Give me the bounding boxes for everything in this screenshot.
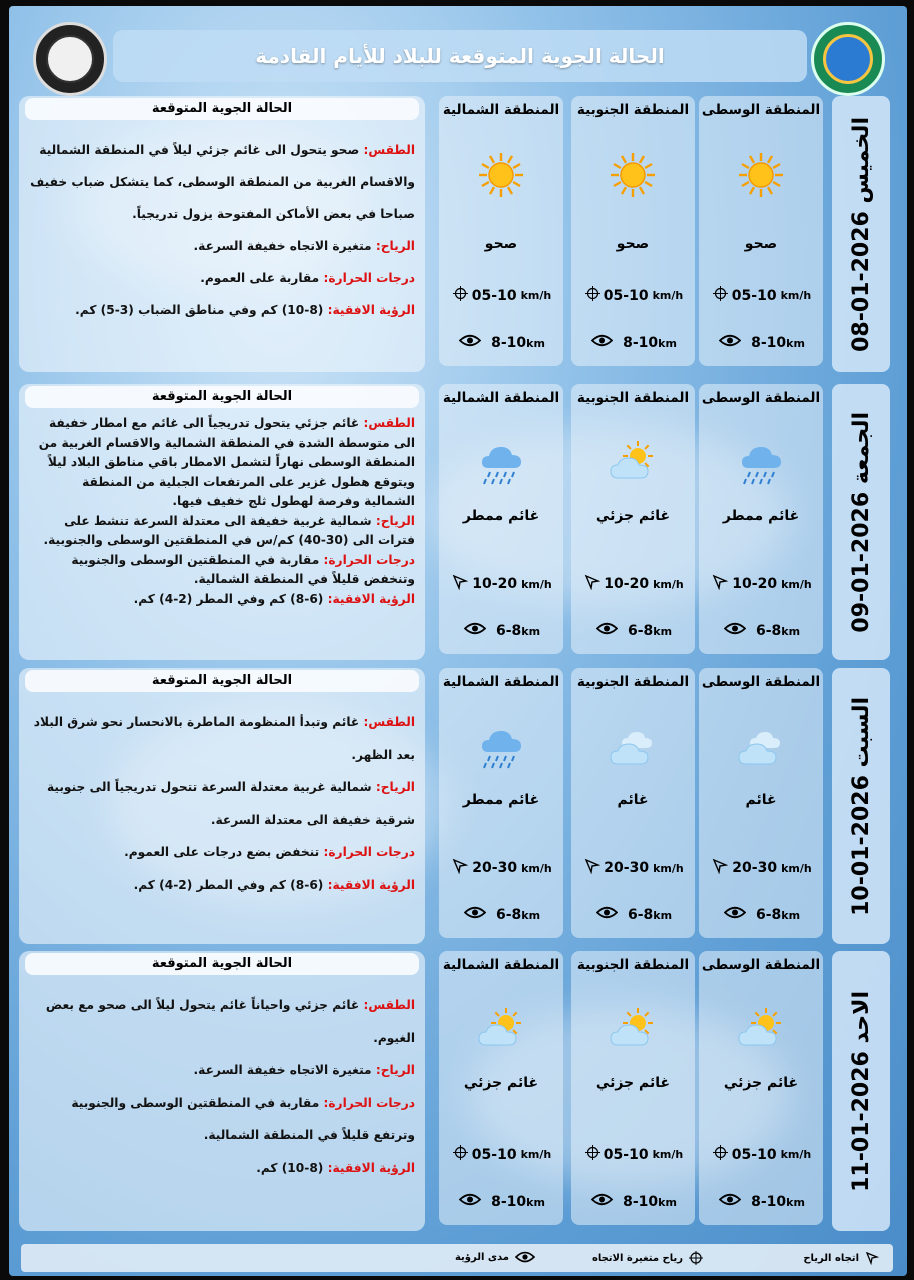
wind-speed-unit: km/h [521,577,552,591]
forecast-weather [29,134,415,230]
cloud-icon [608,722,658,772]
eye-icon [596,622,618,639]
visibility-label: الرؤية الافقية: [327,877,415,892]
day-label [832,668,890,944]
wind-speed-value: 20-30 [732,860,778,876]
partly-cloudy-icon [608,438,658,488]
forecast-wind [29,771,415,836]
visibility-unit: km [781,624,801,638]
forecast-weather [29,989,415,1054]
weather-office-logo [33,22,107,96]
wind-label: الرياح: [375,513,415,528]
region-name: المنطقة الشمالية [442,102,560,118]
region-card [571,951,695,1225]
weather-text: صحو يتحول الى غائم جزئي ليلاً في المنطقة الشمالية والاقسام الغربية من المنطقة الوسطى، كما يتشكل ضباب خفيف صباحا في بعض الأماكن المفتوحة يزول تدريجياً. [30,143,415,221]
condition-text: غائم ممطر [462,508,540,524]
partly-cloudy-icon [476,1005,526,1055]
wind-speed-unit: km/h [520,1148,552,1161]
temperature-text: مقاربة في المنطقتين الوسطى والجنوبية وترتفع قليلاً في المنطقة الشمالية. [71,1095,415,1142]
wind-text: متغيرة الاتجاه خفيفة السرعة. [193,1063,372,1077]
condition-text: صحو [616,236,650,252]
visibility-unit: km [786,336,805,350]
wind-speed-value: 10-20 [604,576,650,592]
visibility-value: 6-8 [627,622,654,639]
visibility-value: 6-8 [755,622,782,639]
forecast-wind [29,230,415,262]
wind-label: الرياح: [375,780,415,794]
legend [21,1244,893,1272]
visibility-label: الرؤية الافقية: [327,591,415,606]
visibility-value: 6-8 [627,906,654,923]
forecast-text-panel [19,668,425,944]
eye-icon [724,622,746,639]
region-name: المنطقة الجنوبية [576,957,690,973]
forecast-temperature [29,836,415,869]
visibility [577,1193,691,1210]
region-name: المنطقة الشمالية [442,957,560,973]
visibility-value: 8-10 [751,1193,787,1210]
forecast-heading: الحالة الجوية المتوقعة [25,386,419,408]
visibility-unit: km [526,336,545,350]
variable-wind-icon [689,1251,703,1265]
wind-speed [577,286,691,305]
temperature-label: درجات الحرارة: [323,552,415,567]
visibility-value: 8-10 [491,334,527,351]
rain-cloud-icon [736,438,786,488]
ministry-seal-logo [811,22,885,96]
wind-speed [705,858,819,878]
forecast-weather [29,414,415,512]
legend-variable-wind-label: رياح متغيرة الاتجاه [591,1252,683,1264]
wind-speed-unit: km/h [780,289,812,302]
wind-speed-unit: km/h [521,861,552,875]
forecast-visibility [29,294,415,326]
wind-speed-value: 05-10 [731,1146,777,1163]
forecast-temperature [29,1087,415,1152]
weather-label: الطقس: [363,998,415,1012]
variable-wind-icon [453,1145,468,1164]
wind-direction-icon [712,858,728,878]
weather-label: الطقس: [363,416,415,430]
wind-label: الرياح: [375,1063,415,1077]
rain-cloud-icon [476,722,526,772]
wind-direction-icon [452,858,468,878]
region-card [571,384,695,654]
eye-icon [515,1251,535,1263]
day-label [832,951,890,1231]
region-card [439,96,563,366]
forecast-temperature [29,551,415,590]
forecast-heading: الحالة الجوية المتوقعة [25,670,419,692]
wind-speed-value: 05-10 [603,287,649,304]
condition-text: غائم [617,792,649,808]
visibility-text: (8-10) كم. [256,1160,324,1175]
visibility-value: 6-8 [495,906,522,923]
wind-speed [705,286,819,305]
eye-icon [464,622,486,639]
wind-speed [445,574,559,594]
legend-wind-direction-label: اتجاه الرياح [803,1252,859,1264]
region-card [439,951,563,1225]
condition-text: غائم ممطر [462,792,540,808]
sun-icon [608,150,658,200]
condition-text: غائم ممطر [722,508,800,524]
wind-speed-unit: km/h [781,577,812,591]
visibility [577,622,691,639]
forecast-temperature [29,262,415,294]
legend-item-visibility [455,1251,535,1263]
wind-direction-icon [584,574,600,594]
forecast-wind [29,512,415,551]
region-name: المنطقة الجنوبية [576,102,690,118]
partly-cloudy-icon [736,1005,786,1055]
region-name: المنطقة الجنوبية [576,390,690,406]
wind-speed-unit: km/h [780,1148,812,1161]
variable-wind-icon [713,286,728,305]
wind-speed-value: 05-10 [603,1146,649,1163]
region-name: المنطقة الشمالية [442,390,560,406]
visibility [445,1193,559,1210]
variable-wind-icon [453,286,468,305]
temperature-label: درجات الحرارة: [323,271,415,285]
rain-cloud-icon [476,438,526,488]
forecast-visibility [29,869,415,902]
eye-icon [596,906,618,923]
visibility-unit: km [781,908,801,922]
visibility-value: 8-10 [623,334,659,351]
wind-text: متغيرة الاتجاه خفيفة السرعة. [193,239,372,253]
forecast-body [29,989,415,1184]
visibility [705,906,819,923]
legend-item-wind-direction [803,1251,879,1265]
wind-speed-value: 10-20 [732,576,778,592]
visibility-text: (6-8) كم وفي المطر (2-4) كم. [133,877,324,892]
region-card [571,96,695,366]
forecast-body [29,134,415,326]
wind-speed-unit: km/h [652,289,684,302]
day-label-text: السبت 2026-01-10 [848,696,874,916]
wind-speed-value: 20-30 [604,860,650,876]
wind-speed [445,858,559,878]
visibility-label: الرؤية الافقية: [327,303,415,317]
forecast-heading: الحالة الجوية المتوقعة [25,98,419,120]
sun-icon [476,150,526,200]
region-card [439,668,563,938]
wind-speed-unit: km/h [653,861,684,875]
visibility [705,1193,819,1210]
region-name: المنطقة الجنوبية [576,674,690,690]
condition-text: غائم جزئي [595,1075,671,1091]
weather-text: غائم وتبدأ المنظومة الماطرة بالانحسار نحو شرق البلاد بعد الظهر. [33,715,415,762]
region-card [699,951,823,1225]
wind-speed [705,1145,819,1164]
sun-icon [736,150,786,200]
variable-wind-icon [585,1145,600,1164]
condition-text: غائم جزئي [723,1075,799,1091]
wind-speed-unit: km/h [653,577,684,591]
region-name: المنطقة الوسطى [701,390,821,406]
visibility-unit: km [521,908,541,922]
weather-label: الطقس: [363,143,415,157]
visibility [445,906,559,923]
wind-speed [445,286,559,305]
visibility [577,906,691,923]
forecast-text-panel [19,96,425,372]
wind-direction-icon [584,858,600,878]
forecast-text-panel [19,384,425,660]
condition-text: غائم [745,792,777,808]
visibility-text: (6-8) كم وفي المطر (2-4) كم. [133,591,324,606]
wind-speed-value: 10-20 [472,576,518,592]
variable-wind-icon [585,286,600,305]
eye-icon [724,906,746,923]
region-card [699,96,823,366]
visibility-value: 8-10 [623,1193,659,1210]
forecast-visibility [29,1152,415,1185]
partly-cloudy-icon [608,1005,658,1055]
wind-speed-unit: km/h [520,289,552,302]
temperature-text: مقاربة على العموم. [200,271,320,285]
day-label [832,96,890,372]
day-label-text: الخميس 2026-01-08 [848,116,874,352]
wind-speed-value: 05-10 [731,287,777,304]
wind-text: شمالية غربية خفيفة الى معتدلة السرعة تنشط على فترات الى (30-40) كم/س في المنطقتين الوسطى والجنوبية. [43,513,415,547]
visibility [445,622,559,639]
condition-text: غائم جزئي [463,1075,539,1091]
wind-text: شمالية غربية معتدلة السرعة تتحول تدريجياً الى جنوبية شرقية خفيفة الى معتدلة السرعة. [46,780,415,827]
region-card [699,384,823,654]
visibility [705,622,819,639]
legend-visibility-label: مدى الرؤية [454,1251,509,1263]
temperature-text: تنخفض بضع درجات على العموم. [124,845,320,859]
wind-direction-icon [452,574,468,594]
region-name: المنطقة الشمالية [442,674,560,690]
eye-icon [719,1193,741,1210]
cloud-icon [736,722,786,772]
wind-speed-value: 05-10 [471,1146,517,1163]
temperature-text: مقاربة في المنطقتين الوسطى والجنوبية وتنخفض قليلاً في المنطقة الشمالية. [71,552,415,586]
visibility-value: 8-10 [491,1193,527,1210]
wind-speed-value: 05-10 [471,287,517,304]
visibility [445,334,559,351]
eye-icon [459,334,481,351]
forecast-body [29,706,415,901]
visibility-label: الرؤية الافقية: [327,1160,415,1175]
day-label-text: الاحد 2026-01-11 [848,990,874,1192]
region-card [571,668,695,938]
legend-item-variable-wind [592,1251,703,1265]
region-card [439,384,563,654]
weather-text: غائم جزئي يتحول تدريجياً الى غائم مع امطار خفيفة الى متوسطة الشدة في المنطقة الشمالية والاقسام الغربية من المنطقة الوسطى نهاراً لتشمل الامطار باقي مناطق البلاد ليلاً ويتوقع هطول غزير على المرتفعات الجبلية من المنطقة الشمالية وفرصة لهطول ثلج خفيف فيها. [38,416,415,508]
visibility-text: (8-10) كم وفي مناطق الضباب (3-5) كم. [75,303,324,317]
forecast-visibility [29,590,415,610]
wind-speed [577,1145,691,1164]
wind-direction-icon [865,1251,879,1265]
wind-direction-icon [712,574,728,594]
forecast-text-panel [19,951,425,1231]
visibility-unit: km [521,624,541,638]
forecast-wind [29,1054,415,1087]
forecast-weather [29,706,415,771]
forecast-body [29,414,415,609]
weather-text: غائم جزئي واحياناً غائم يتحول ليلاً الى صحو مع بعض الغيوم. [45,998,415,1045]
wind-speed-value: 20-30 [472,860,518,876]
visibility-unit: km [658,1195,677,1209]
eye-icon [719,334,741,351]
temperature-label: درجات الحرارة: [323,845,415,859]
variable-wind-icon [713,1145,728,1164]
condition-text: صحو [744,236,778,252]
visibility-value: 6-8 [755,906,782,923]
eye-icon [459,1193,481,1210]
condition-text: صحو [484,236,518,252]
region-name: المنطقة الوسطى [701,957,821,973]
wind-speed [577,574,691,594]
eye-icon [591,1193,613,1210]
day-label-text: الجمعة 2026-01-09 [848,411,874,633]
visibility-value: 6-8 [495,622,522,639]
page-title: الحالة الجوية المتوقعة للبلاد للأيام القادمة [113,30,807,82]
forecast-poster [9,6,907,1276]
wind-speed [445,1145,559,1164]
wind-speed-unit: km/h [781,861,812,875]
visibility-unit: km [658,336,677,350]
temperature-label: درجات الحرارة: [323,1095,415,1110]
region-card [699,668,823,938]
visibility-unit: km [786,1195,805,1209]
visibility-unit: km [526,1195,545,1209]
visibility [577,334,691,351]
forecast-heading: الحالة الجوية المتوقعة [25,953,419,975]
wind-label: الرياح: [375,239,415,253]
condition-text: غائم جزئي [595,508,671,524]
eye-icon [591,334,613,351]
visibility-unit: km [653,624,673,638]
day-label [832,384,890,660]
visibility-unit: km [653,908,673,922]
visibility [705,334,819,351]
visibility-value: 8-10 [751,334,787,351]
eye-icon [464,906,486,923]
region-name: المنطقة الوسطى [701,674,821,690]
wind-speed-unit: km/h [652,1148,684,1161]
region-name: المنطقة الوسطى [701,102,821,118]
weather-label: الطقس: [363,715,415,729]
wind-speed [577,858,691,878]
wind-speed [705,574,819,594]
